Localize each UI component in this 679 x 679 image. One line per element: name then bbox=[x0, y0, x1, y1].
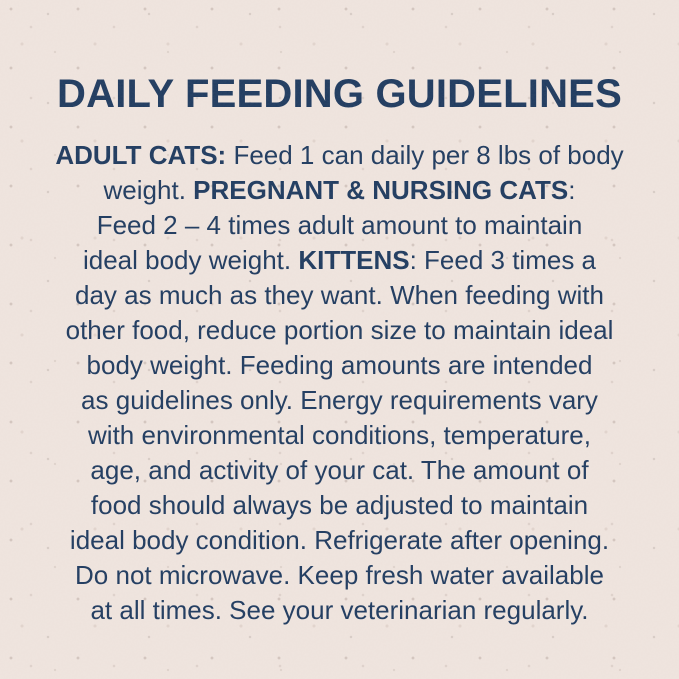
text-segment: : bbox=[568, 175, 576, 205]
text-segment: body weight. Feeding amounts are intended bbox=[86, 350, 593, 380]
text-line bbox=[0, 593, 679, 628]
feeding-guidelines-paragraph bbox=[0, 138, 679, 628]
text-segment: Feed 2 – 4 times adult amount to maintain bbox=[96, 210, 583, 240]
text-line bbox=[0, 383, 679, 418]
text-segment: ideal body weight. bbox=[82, 245, 299, 275]
text-segment: food should always be adjusted to maintain bbox=[90, 490, 589, 520]
bold-text-segment: ADULT CATS: bbox=[55, 140, 227, 170]
text-segment: : Feed 3 times a bbox=[409, 245, 597, 275]
text-line bbox=[0, 558, 679, 593]
text-segment: as guidelines only. Energy requirements vary bbox=[81, 385, 598, 415]
text-segment: Feed 1 can daily per 8 lbs of body bbox=[226, 140, 624, 170]
text-segment: ideal body condition. Refrigerate after opening. bbox=[69, 525, 610, 555]
text-line bbox=[0, 348, 679, 383]
text-line bbox=[0, 173, 679, 208]
text-segment: with environmental conditions, temperature, bbox=[88, 420, 591, 450]
text-line bbox=[0, 453, 679, 488]
text-segment: Do not microwave. Keep fresh water available bbox=[75, 560, 604, 590]
text-line bbox=[0, 418, 679, 453]
text-line bbox=[0, 488, 679, 523]
text-line bbox=[0, 523, 679, 558]
text-segment: day as much as they want. When feeding with bbox=[75, 280, 604, 310]
text-line bbox=[0, 278, 679, 313]
bold-text-segment: PREGNANT & NURSING CATS bbox=[193, 175, 569, 205]
text-segment: at all times. See your veterinarian regularly. bbox=[90, 595, 589, 625]
text-line bbox=[0, 138, 679, 173]
text-line bbox=[0, 243, 679, 278]
bold-text-segment: KITTENS bbox=[298, 245, 410, 275]
text-segment: other food, reduce portion size to maintain ideal bbox=[65, 315, 614, 345]
text-segment: weight. bbox=[103, 175, 194, 205]
text-segment: age, and activity of your cat. The amount of bbox=[90, 455, 589, 485]
text-line bbox=[0, 208, 679, 243]
page-title: DAILY FEEDING GUIDELINES bbox=[57, 72, 622, 116]
text-line bbox=[0, 313, 679, 348]
